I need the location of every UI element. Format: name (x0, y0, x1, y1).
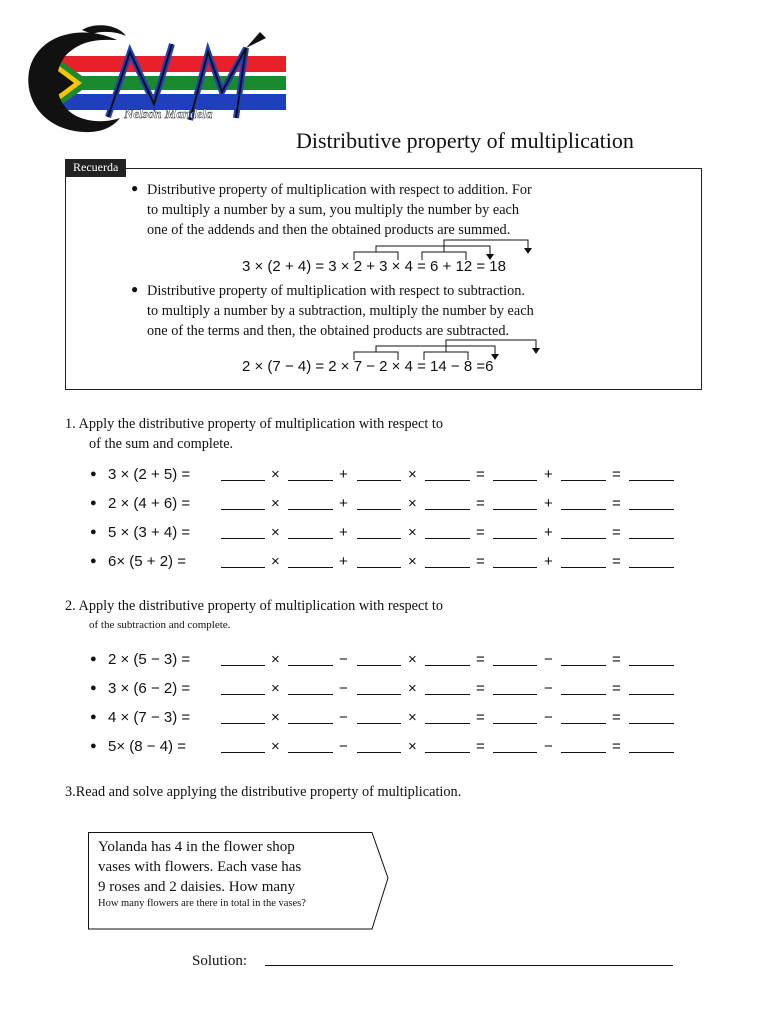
answer-blank[interactable] (561, 709, 606, 724)
answer-blank[interactable] (629, 738, 674, 753)
operator-symbol: − (544, 709, 553, 726)
bullet-icon: ● (131, 181, 139, 195)
answer-blank[interactable] (357, 738, 401, 753)
answer-blank[interactable] (357, 680, 401, 695)
operator-symbol: = (612, 651, 621, 668)
exercise-expression: 3 × (6 − 2) = (108, 680, 191, 697)
bullet-icon: ● (90, 497, 97, 509)
exercise-expression: 2 × (4 + 6) = (108, 495, 191, 512)
answer-blank[interactable] (493, 651, 537, 666)
answer-blank[interactable] (629, 709, 674, 724)
recuerda-bullet-2 (147, 281, 534, 341)
bullet-icon: ● (90, 468, 97, 480)
answer-blank[interactable] (357, 553, 401, 568)
q2-heading-1: 2. Apply the distributive property of multiplication with respect to (65, 598, 444, 614)
answer-blank[interactable] (493, 553, 537, 568)
recuerda-bullet-1-line: to multiply a number by a sum, you multiply the number by each (147, 202, 520, 218)
operator-symbol: + (544, 495, 553, 512)
operator-symbol: = (612, 495, 621, 512)
operator-symbol: × (271, 738, 280, 755)
bullet-icon: ● (90, 653, 97, 665)
page-title: Distributive property of multiplication (296, 128, 634, 153)
answer-blank[interactable] (561, 495, 606, 510)
operator-symbol: − (339, 709, 348, 726)
bullet-icon: ● (90, 711, 97, 723)
solution-answer-line[interactable] (265, 965, 673, 966)
operator-symbol: × (271, 466, 280, 483)
answer-blank[interactable] (561, 524, 606, 539)
answer-blank[interactable] (221, 651, 265, 666)
problem-question: How many flowers are there in total in the vases? (98, 898, 306, 909)
answer-blank[interactable] (221, 466, 265, 481)
operator-symbol: × (408, 738, 417, 755)
school-logo (22, 22, 292, 140)
answer-blank[interactable] (288, 466, 333, 481)
formula-1: 3 × (2 + 4) = 3 × 2 + 3 × 4 = 6 + 12 = 18 (242, 258, 506, 275)
q1-heading-1: 1. Apply the distributive property of multiplication with respect to (65, 416, 444, 432)
exercise-expression: 6× (5 + 2) = (108, 553, 186, 570)
answer-blank[interactable] (288, 553, 333, 568)
operator-symbol: × (408, 680, 417, 697)
answer-blank[interactable] (425, 466, 470, 481)
operator-symbol: × (271, 651, 280, 668)
answer-blank[interactable] (493, 738, 537, 753)
answer-blank[interactable] (221, 709, 265, 724)
answer-blank[interactable] (629, 680, 674, 695)
operator-symbol: × (408, 524, 417, 541)
operator-symbol: × (408, 495, 417, 512)
answer-blank[interactable] (561, 680, 606, 695)
answer-blank[interactable] (288, 651, 333, 666)
answer-blank[interactable] (221, 524, 265, 539)
operator-symbol: − (544, 651, 553, 668)
q3-heading: 3.Read and solve applying the distributive property of multiplication. (65, 784, 462, 800)
operator-symbol: + (544, 524, 553, 541)
operator-symbol: − (339, 680, 348, 697)
recuerda-bullet-1-line: Distributive property of multiplication with respect to addition. For (147, 182, 532, 198)
problem-line: vases with flowers. Each vase has (98, 859, 302, 875)
operator-symbol: = (476, 738, 485, 755)
answer-blank[interactable] (561, 738, 606, 753)
recuerda-bullet-1 (147, 180, 532, 240)
answer-blank[interactable] (221, 553, 265, 568)
operator-symbol: × (271, 553, 280, 570)
answer-blank[interactable] (221, 495, 265, 510)
operator-symbol: = (612, 738, 621, 755)
answer-blank[interactable] (288, 709, 333, 724)
operator-symbol: × (271, 495, 280, 512)
operator-symbol: = (476, 553, 485, 570)
answer-blank[interactable] (425, 680, 470, 695)
bullet-icon: ● (90, 740, 97, 752)
answer-blank[interactable] (357, 524, 401, 539)
bullet-icon: ● (131, 282, 139, 296)
answer-blank[interactable] (561, 651, 606, 666)
answer-blank[interactable] (629, 495, 674, 510)
answer-blank[interactable] (357, 495, 401, 510)
operator-symbol: = (612, 680, 621, 697)
answer-blank[interactable] (288, 495, 333, 510)
exercise-expression: 4 × (7 − 3) = (108, 709, 191, 726)
answer-blank[interactable] (493, 709, 537, 724)
answer-blank[interactable] (357, 651, 401, 666)
solution-label: Solution: (192, 953, 248, 969)
answer-blank[interactable] (629, 553, 674, 568)
operator-symbol: × (408, 651, 417, 668)
answer-blank[interactable] (288, 680, 333, 695)
answer-blank[interactable] (425, 495, 470, 510)
operator-symbol: = (612, 553, 621, 570)
recuerda-bullet-2-line: to multiply a number by a subtraction, multiply the number by each (147, 303, 534, 319)
bullet-icon: ● (90, 555, 97, 567)
answer-blank[interactable] (221, 680, 265, 695)
answer-blank[interactable] (629, 466, 674, 481)
answer-blank[interactable] (425, 738, 470, 753)
operator-symbol: = (476, 680, 485, 697)
operator-symbol: − (544, 680, 553, 697)
answer-blank[interactable] (288, 524, 333, 539)
answer-blank[interactable] (493, 680, 537, 695)
operator-symbol: × (271, 709, 280, 726)
problem-text (98, 837, 306, 910)
answer-blank[interactable] (493, 524, 537, 539)
operator-symbol: + (544, 553, 553, 570)
problem-line: 9 roses and 2 daisies. How many (98, 879, 296, 895)
exercise-expression: 5 × (3 + 4) = (108, 524, 191, 541)
operator-symbol: = (476, 524, 485, 541)
recuerda-bullet-1-line: one of the addends and then the obtained products are summed. (147, 222, 511, 238)
operator-symbol: − (544, 738, 553, 755)
recuerda-bullet-2-line: Distributive property of multiplication with respect to subtraction. (147, 283, 525, 299)
answer-blank[interactable] (357, 709, 401, 724)
answer-blank[interactable] (425, 709, 470, 724)
answer-blank[interactable] (425, 524, 470, 539)
operator-symbol: = (476, 466, 485, 483)
bullet-icon: ● (90, 526, 97, 538)
q2-heading-2: of the subtraction and complete. (89, 619, 231, 631)
answer-blank[interactable] (561, 466, 606, 481)
operator-symbol: − (339, 738, 348, 755)
operator-symbol: × (271, 524, 280, 541)
bullet-icon: ● (90, 682, 97, 694)
answer-blank[interactable] (629, 524, 674, 539)
recuerda-label: Recuerda (65, 159, 126, 177)
exercise-expression: 5× (8 − 4) = (108, 738, 186, 755)
logo-text: Nelson Mandela (124, 106, 213, 121)
operator-symbol: + (339, 553, 348, 570)
nelson-mandela-school-logo (22, 22, 292, 140)
answer-blank[interactable] (493, 466, 537, 481)
operator-symbol: + (339, 495, 348, 512)
answer-blank[interactable] (493, 495, 537, 510)
operator-symbol: × (408, 466, 417, 483)
operator-symbol: + (339, 466, 348, 483)
operator-symbol: = (612, 466, 621, 483)
answer-blank[interactable] (629, 651, 674, 666)
operator-symbol: = (476, 709, 485, 726)
answer-blank[interactable] (221, 738, 265, 753)
operator-symbol: = (612, 709, 621, 726)
exercise-expression: 3 × (2 + 5) = (108, 466, 191, 483)
operator-symbol: + (339, 524, 348, 541)
formula-2: 2 × (7 − 4) = 2 × 7 − 2 × 4 = 14 − 8 =6 (242, 358, 494, 375)
answer-blank[interactable] (561, 553, 606, 568)
operator-symbol: + (544, 466, 553, 483)
operator-symbol: × (408, 709, 417, 726)
operator-symbol: × (271, 680, 280, 697)
operator-symbol: = (476, 495, 485, 512)
exercise-expression: 2 × (5 − 3) = (108, 651, 191, 668)
answer-blank[interactable] (425, 651, 470, 666)
answer-blank[interactable] (288, 738, 333, 753)
operator-symbol: = (476, 651, 485, 668)
problem-line: Yolanda has 4 in the flower shop (98, 839, 295, 855)
answer-blank[interactable] (357, 466, 401, 481)
recuerda-bullet-2-line: one of the terms and then, the obtained products are subtracted. (147, 323, 510, 339)
q1-heading-2: of the sum and complete. (89, 436, 234, 452)
operator-symbol: = (612, 524, 621, 541)
operator-symbol: × (408, 553, 417, 570)
operator-symbol: − (339, 651, 348, 668)
answer-blank[interactable] (425, 553, 470, 568)
